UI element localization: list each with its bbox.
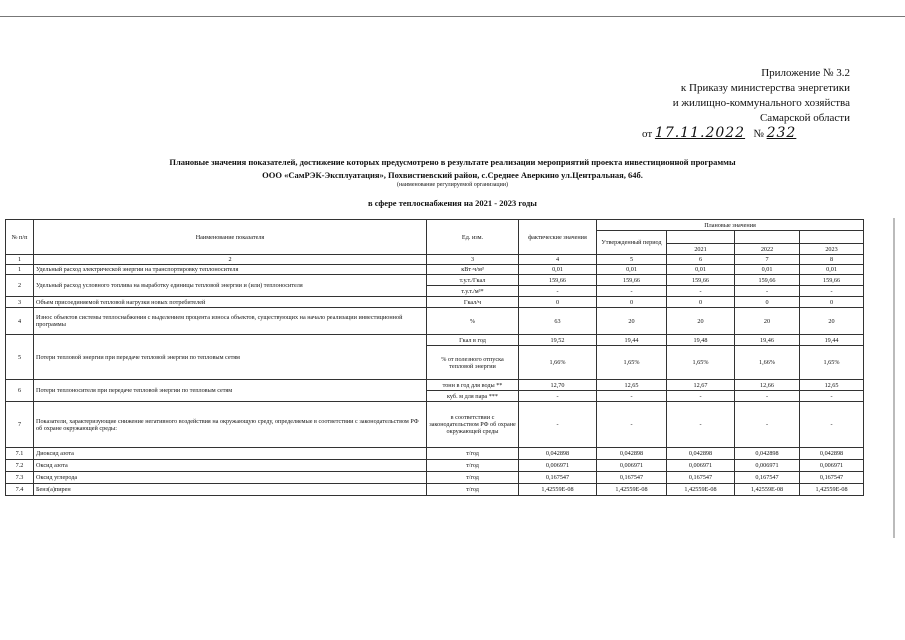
row-name: Удельный расход условного топлива на выработку единицы тепловой энергии и (или) теплоносителя	[34, 275, 427, 297]
colnum-4: 4	[519, 255, 597, 265]
row-2023: 1,42559E-08	[800, 484, 864, 496]
col-2021-spacer	[667, 231, 735, 244]
row-fact: 0,006971	[519, 460, 597, 472]
row-approved: 12,65	[597, 380, 667, 391]
row-2021: 1,65%	[667, 346, 735, 380]
row-num: 7.4	[6, 484, 34, 496]
row-fact: 1,42559E-08	[519, 484, 597, 496]
row-unit: % от полезного отпуска тепловой энергии	[427, 346, 519, 380]
row-2021: 0,01	[667, 265, 735, 275]
indicators-table	[5, 219, 864, 496]
col-name-header: Наименование показателя	[34, 220, 427, 255]
row-unit: т/год	[427, 472, 519, 484]
row-2022: 1,66%	[735, 346, 800, 380]
organization-note: (наименование регулируемой организации)	[396, 182, 509, 188]
row-2022: 1,42559E-08	[735, 484, 800, 496]
row-2021: 20	[667, 308, 735, 335]
row-fact: -	[519, 286, 597, 297]
row-fact: 12,70	[519, 380, 597, 391]
row-2023: 0,01	[800, 265, 864, 275]
row-num: 7.3	[6, 472, 34, 484]
document-title: Плановые значения показателей, достижение которых предусмотрено в результате реализации мероприятий проекта инвестиционной программы	[169, 157, 736, 167]
row-2023: -	[800, 391, 864, 402]
row-2022: -	[735, 402, 800, 448]
row-name: Показатели, характеризующие снижение негативного воздействия на окружающую среду, определяемые в соответствии с законодательством РФ об охране окружающей среды:	[34, 402, 427, 448]
sphere-title: в сфере теплоснабжения на 2021 - 2023 годы	[368, 198, 537, 208]
row-name: Объем присоединяемой тепловой нагрузки новых потребителей	[34, 297, 427, 308]
table-row	[6, 380, 864, 391]
table-row	[6, 448, 864, 460]
row-approved: 0,042898	[597, 448, 667, 460]
row-approved: 159,66	[597, 275, 667, 286]
row-2023: 12,65	[800, 380, 864, 391]
row-2023: 159,66	[800, 275, 864, 286]
row-num: 5	[6, 335, 34, 380]
colnum-7: 7	[735, 255, 800, 265]
row-unit: кВт·ч/м³	[427, 265, 519, 275]
row-2023: 0,167547	[800, 472, 864, 484]
row-approved: 1,42559E-08	[597, 484, 667, 496]
row-name: Оксид азота	[34, 460, 427, 472]
col-2023-header: 2023	[800, 244, 864, 255]
row-unit: Гкал в год	[427, 335, 519, 346]
row-2021: 12,67	[667, 380, 735, 391]
row-unit: куб. м для пара ***	[427, 391, 519, 402]
order-date-number	[642, 125, 796, 141]
table-row	[6, 472, 864, 484]
col-2021-header: 2021	[667, 244, 735, 255]
row-name: Оксид углерода	[34, 472, 427, 484]
table-row	[6, 460, 864, 472]
row-2023: 20	[800, 308, 864, 335]
row-2021: 1,42559E-08	[667, 484, 735, 496]
col-unit-header: Ед. изм.	[427, 220, 519, 255]
row-fact: 1,66%	[519, 346, 597, 380]
colnum-2: 2	[34, 255, 427, 265]
colnum-8: 8	[800, 255, 864, 265]
row-2021: 0,167547	[667, 472, 735, 484]
colnum-5: 5	[597, 255, 667, 265]
row-num: 2	[6, 275, 34, 297]
row-approved: 0,01	[597, 265, 667, 275]
row-num: 7	[6, 402, 34, 448]
row-fact: 0,167547	[519, 472, 597, 484]
row-2021: -	[667, 402, 735, 448]
row-unit: т/год	[427, 460, 519, 472]
row-approved: 0,167547	[597, 472, 667, 484]
col-approved-header: Утвержденный период	[597, 231, 667, 255]
row-2022: 0	[735, 297, 800, 308]
row-unit: т/год	[427, 448, 519, 460]
row-2022: -	[735, 286, 800, 297]
row-num: 4	[6, 308, 34, 335]
row-2022: 159,66	[735, 275, 800, 286]
row-name: Бенз(а)пирен	[34, 484, 427, 496]
table-row	[6, 275, 864, 286]
row-2023: 0,042898	[800, 448, 864, 460]
row-num: 1	[6, 265, 34, 275]
appendix-ministry: и жилищно-коммунального хозяйства	[672, 97, 850, 109]
table-row	[6, 265, 864, 275]
row-approved: -	[597, 402, 667, 448]
row-2022: 0,167547	[735, 472, 800, 484]
row-unit: т/год	[427, 484, 519, 496]
row-approved: 0	[597, 297, 667, 308]
col-2023-spacer	[800, 231, 864, 244]
row-num: 3	[6, 297, 34, 308]
row-2023: 0	[800, 297, 864, 308]
row-approved: -	[597, 391, 667, 402]
row-2021: 159,66	[667, 275, 735, 286]
row-2022: 0,006971	[735, 460, 800, 472]
appendix-region: Самарской области	[759, 112, 850, 124]
row-num: 6	[6, 380, 34, 402]
handwritten-number: 232	[766, 125, 797, 141]
row-approved: -	[597, 286, 667, 297]
col-2022-spacer	[735, 231, 800, 244]
col-num-header: № п/п	[6, 220, 34, 255]
row-2022: 0,01	[735, 265, 800, 275]
row-2022: 19,46	[735, 335, 800, 346]
row-fact: -	[519, 391, 597, 402]
row-unit: %	[427, 308, 519, 335]
row-fact: 0	[519, 297, 597, 308]
row-name: Потери тепловой энергии при передаче тепловой энергии по тепловым сетям	[34, 335, 427, 380]
row-approved: 20	[597, 308, 667, 335]
row-2021: 0	[667, 297, 735, 308]
row-2023: 1,65%	[800, 346, 864, 380]
row-unit: т.у.т./м³*	[427, 286, 519, 297]
appendix-order: к Приказу министерства энергетики	[680, 82, 850, 94]
row-unit: Гкал/ч	[427, 297, 519, 308]
number-prefix: №	[753, 128, 764, 140]
row-2023: -	[800, 402, 864, 448]
row-2021: -	[667, 286, 735, 297]
colnum-6: 6	[667, 255, 735, 265]
date-prefix: от	[642, 128, 653, 140]
scan-edge-shadow	[893, 218, 895, 538]
row-2023: 19,44	[800, 335, 864, 346]
row-2021: -	[667, 391, 735, 402]
row-unit: тонн в год для воды **	[427, 380, 519, 391]
row-2022: 0,042898	[735, 448, 800, 460]
row-name: Диоксид азота	[34, 448, 427, 460]
col-plan-header: Плановые значения	[597, 220, 864, 231]
row-fact: 0,01	[519, 265, 597, 275]
appendix-title: Приложение № 3.2	[761, 67, 850, 79]
row-approved: 1,65%	[597, 346, 667, 380]
row-2022: 12,66	[735, 380, 800, 391]
row-approved: 0,006971	[597, 460, 667, 472]
row-num: 7.1	[6, 448, 34, 460]
row-name: Удельный расход электрической энергии на транспортировку теплоносителя	[34, 265, 427, 275]
row-2022: -	[735, 391, 800, 402]
organization-name: ООО «СамРЭК-Эксплуатация», Похвистневский район, с.Среднее Аверкино ул.Центральная, 64б.	[262, 170, 643, 180]
row-name: Потери теплоносителя при передаче тепловой энергии по тепловым сетям	[34, 380, 427, 402]
row-fact: 63	[519, 308, 597, 335]
row-fact: 0,042898	[519, 448, 597, 460]
appendix-block	[560, 66, 850, 126]
row-2022: 20	[735, 308, 800, 335]
row-unit: т.у.т./Гкал	[427, 275, 519, 286]
table-row	[6, 308, 864, 335]
row-approved: 19,44	[597, 335, 667, 346]
table-row	[6, 335, 864, 346]
table-row	[6, 297, 864, 308]
row-2023: -	[800, 286, 864, 297]
col-2022-header: 2022	[735, 244, 800, 255]
table-row	[6, 484, 864, 496]
row-num: 7.2	[6, 460, 34, 472]
row-2023: 0,006971	[800, 460, 864, 472]
row-fact: -	[519, 402, 597, 448]
colnum-1: 1	[6, 255, 34, 265]
row-unit: в соответствии с законодательством РФ об охране окружающей среды	[427, 402, 519, 448]
row-2021: 0,042898	[667, 448, 735, 460]
row-fact: 159,66	[519, 275, 597, 286]
handwritten-date: 17.11.2022	[654, 125, 746, 141]
row-fact: 19,52	[519, 335, 597, 346]
col-fact-header: фактические значения	[519, 220, 597, 255]
table-row	[6, 402, 864, 448]
row-name: Износ объектов системы теплоснабжения с выделением процента износа объектов, существующих на начало реализации инвестиционной программы	[34, 308, 427, 335]
row-2021: 0,006971	[667, 460, 735, 472]
colnum-3: 3	[427, 255, 519, 265]
row-2021: 19,48	[667, 335, 735, 346]
scan-top-border	[0, 16, 905, 17]
